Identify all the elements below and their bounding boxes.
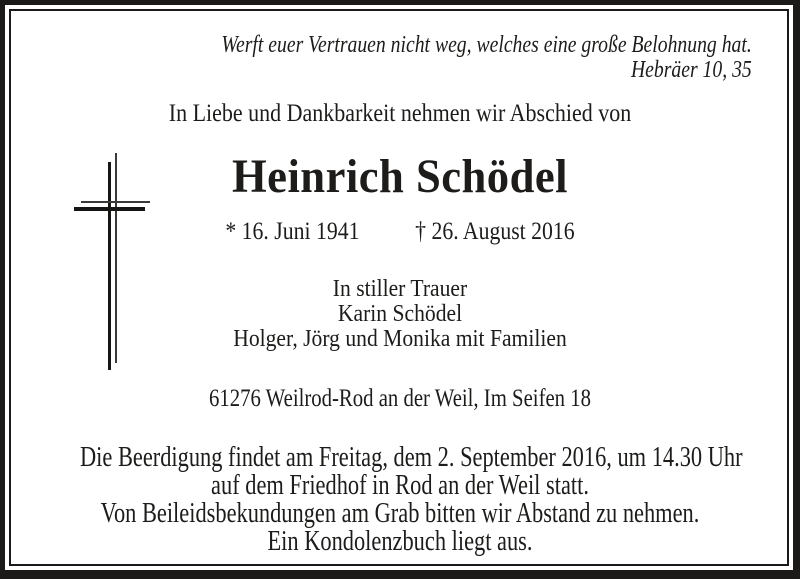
funeral-info-block	[80, 442, 743, 557]
funeral-date-line: Die Beerdigung findet am Freitag, dem 2. September 2016, um 14.30 Uhr	[80, 442, 743, 473]
life-dates	[52, 218, 748, 246]
quote-source: Hebräer 10, 35	[631, 57, 752, 83]
birth-date: * 16. Juni 1941	[225, 218, 360, 245]
condolence-request-line: Von Beileidsbekundungen am Grab bitten wir Abstand zu nehmen.	[100, 498, 700, 529]
death-date: † 26. August 2016	[415, 218, 575, 245]
mourner-family: Holger, Jörg und Monika mit Familien	[233, 326, 567, 352]
cross-horizontal-thick	[74, 207, 145, 211]
intro-line: In Liebe und Dankbarkeit nehmen wir Abschied von	[168, 100, 632, 127]
condolence-book-line: Ein Kondolenzbuch liegt aus.	[267, 526, 533, 557]
deceased-name: Heinrich Schödel	[231, 150, 569, 203]
mourner-name: Karin Schödel	[337, 301, 463, 327]
scripture-quote	[222, 33, 752, 83]
mourning-line: In stiller Trauer	[332, 276, 468, 302]
mourners-block	[40, 277, 760, 352]
funeral-place-line: auf dem Friedhof in Rod an der Weil statt.	[211, 470, 589, 501]
address-line: 61276 Weilrod-Rod an der Weil, Im Seifen 18	[208, 385, 592, 412]
quote-text: Werft euer Vertrauen nicht weg, welches eine große Belohnung hat.	[221, 32, 752, 58]
